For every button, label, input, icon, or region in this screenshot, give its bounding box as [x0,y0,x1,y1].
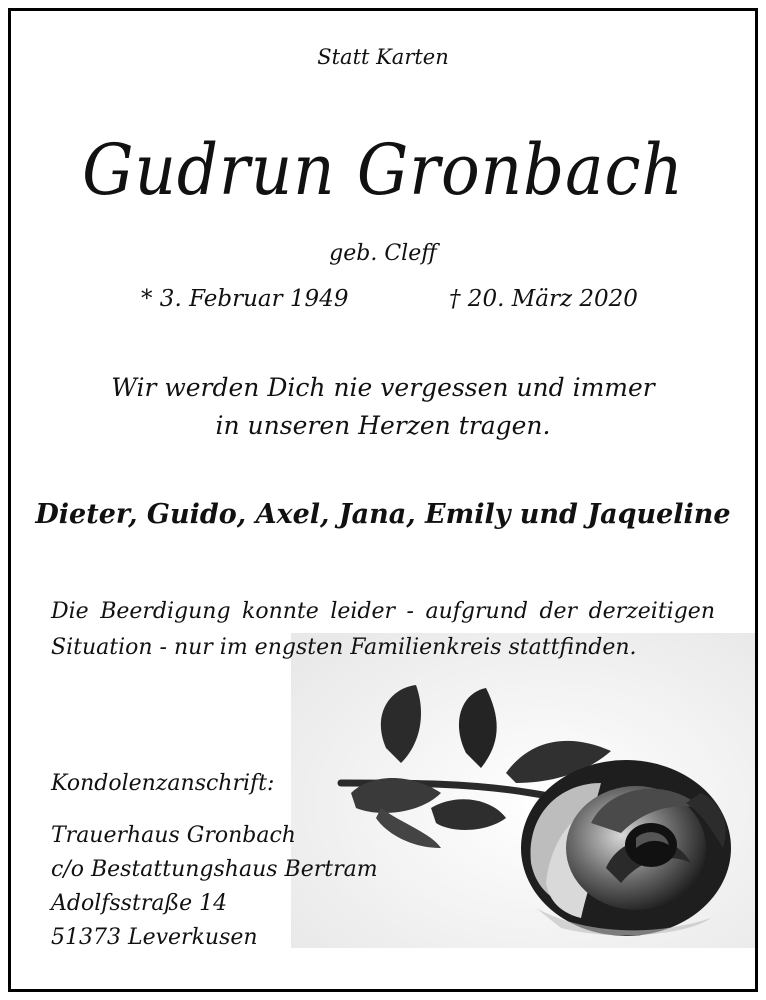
deceased-name: Gudrun Gronbach [82,129,684,211]
address-line: c/o Bestattungshaus Bertram [51,857,378,882]
birth-name: geb. Cleff [329,241,437,266]
verse-line: Wir werden Dich nie vergessen und immer [111,373,655,402]
top-note: Statt Karten [317,45,449,69]
family-names: Dieter, Guido, Axel, Jana, Emily und Jaqueline [35,499,731,530]
condolence-address [51,819,378,955]
birth-date: * 3. Februar 1949 [141,286,349,312]
death-date: † 20. März 2020 [449,286,638,312]
notice-line: Die Beerdigung konnte leider - aufgrund der derzeitigen [51,599,715,624]
memorial-verse [11,369,755,445]
address-line: Adolfsstraße 14 [51,891,228,916]
notice-line: Situation - nur im engsten Familienkreis stattfinden. [51,635,637,660]
verse-line: in unseren Herzen tragen. [215,411,551,440]
address-line: 51373 Leverkusen [51,925,258,950]
condolence-label: Kondolenzanschrift: [51,771,275,796]
obituary-card [8,8,758,992]
funeral-notice [51,594,715,666]
address-line: Trauerhaus Gronbach [51,823,296,848]
